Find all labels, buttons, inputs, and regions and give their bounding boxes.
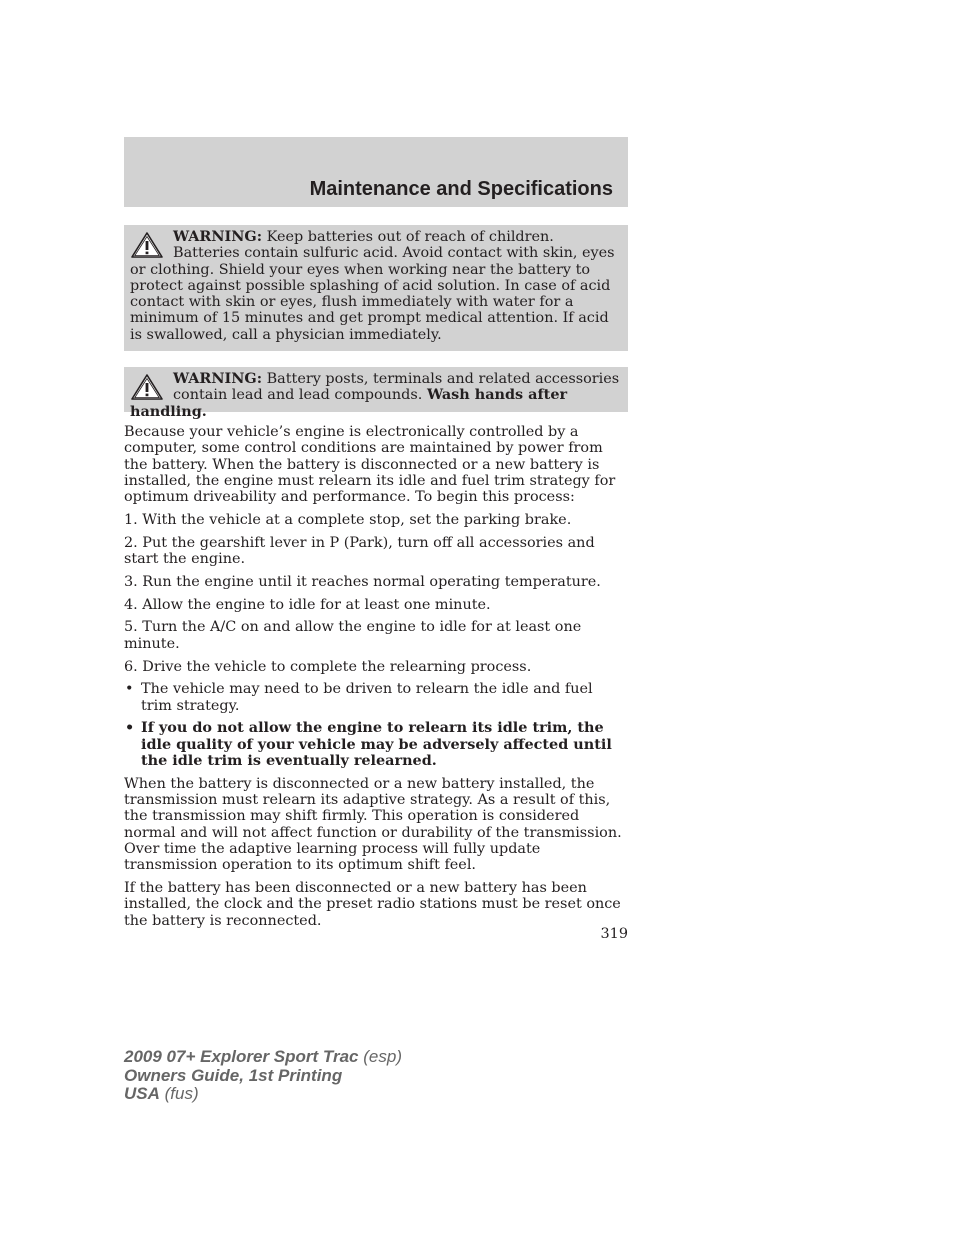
- section-title: Maintenance and Specifications: [309, 178, 613, 200]
- footer-model-code: (esp): [363, 1047, 402, 1066]
- warning-body: Keep batteries out of reach of children. Batteries contain sulfuric acid. Avoid contact with skin, eyes or clothing. Shield your eyes when working near the battery to protect against possible splashing of acid solution. In case of acid contact with skin or eyes, flush immediately with water for a minimum of 15 minutes and get prompt medical attention. If acid is swallowed, call a physician immediately.: [130, 229, 615, 343]
- lead-warning: [124, 367, 628, 420]
- step-6: 6. Drive the vehicle to complete the relearning process.: [124, 658, 532, 675]
- warning-label: WARNING:: [173, 370, 263, 387]
- warning-triangle-icon: [130, 231, 164, 259]
- footer-line-1: [124, 1048, 402, 1067]
- section-header-band: [124, 137, 628, 207]
- warning-text: [130, 371, 622, 420]
- footer-line-3: [124, 1085, 402, 1104]
- intro-paragraph: Because your vehicle’s engine is electronically controlled by a computer, some control conditions are maintained by power from the battery. When the battery is disconnected or a new battery is installed, the engine must relearn its idle and fuel trim strategy for optimum driveability and performance. To begin this process:: [124, 424, 616, 506]
- print-footer: [124, 1048, 402, 1104]
- step-5: 5. Turn the A/C on and allow the engine to idle for at least one minute.: [124, 619, 582, 652]
- bullet-dot: •: [125, 681, 134, 698]
- footer-region: USA: [124, 1084, 160, 1103]
- battery-acid-warning: [124, 225, 628, 351]
- bullet-item: [124, 681, 628, 714]
- warning-label: WARNING:: [173, 228, 263, 245]
- bullet-dot: •: [125, 719, 135, 737]
- step-1: 1. With the vehicle at a complete stop, set the parking brake.: [124, 511, 572, 528]
- step-2: 2. Put the gearshift lever in P (Park), turn off all accessories and start the engine.: [124, 534, 595, 568]
- bullet-text: If you do not allow the engine to relearn its idle trim, the idle quality of your vehicle may be adversely affected until the idle trim is eventually relearned.: [141, 719, 612, 770]
- warning-body: Battery posts, terminals and related accessories contain lead and lead compounds.: [173, 371, 620, 404]
- step-3: 3. Run the engine until it reaches normal operating temperature.: [124, 573, 601, 590]
- transmission-paragraph: When the battery is disconnected or a new battery installed, the transmission must relearn its adaptive strategy. As a result of this, the transmission may shift firmly. This operation is considered normal and will not affect function or durability of the transmission. Over time the adaptive learning process will fully update transmission operation to its optimum shift feel.: [124, 775, 622, 874]
- footer-model: 2009 07+ Explorer Sport Trac: [124, 1047, 359, 1066]
- footer-line-2: Owners Guide, 1st Printing: [124, 1065, 343, 1085]
- warning-triangle-icon: [130, 373, 164, 401]
- warning-emphasis: Wash hands after handling.: [130, 386, 568, 420]
- body-text: [124, 424, 628, 936]
- footer-region-code: (fus): [164, 1084, 199, 1103]
- bullet-text: The vehicle may need to be driven to relearn the idle and fuel trim strategy.: [141, 681, 593, 714]
- page-number: 319: [600, 926, 628, 942]
- warning-text: [130, 229, 622, 343]
- bullet-item-important: [124, 720, 628, 769]
- step-4: 4. Allow the engine to idle for at least one minute.: [124, 596, 491, 613]
- clock-paragraph: If the battery has been disconnected or a new battery has been installed, the clock and the preset radio stations must be reset once the battery is reconnected.: [124, 880, 621, 929]
